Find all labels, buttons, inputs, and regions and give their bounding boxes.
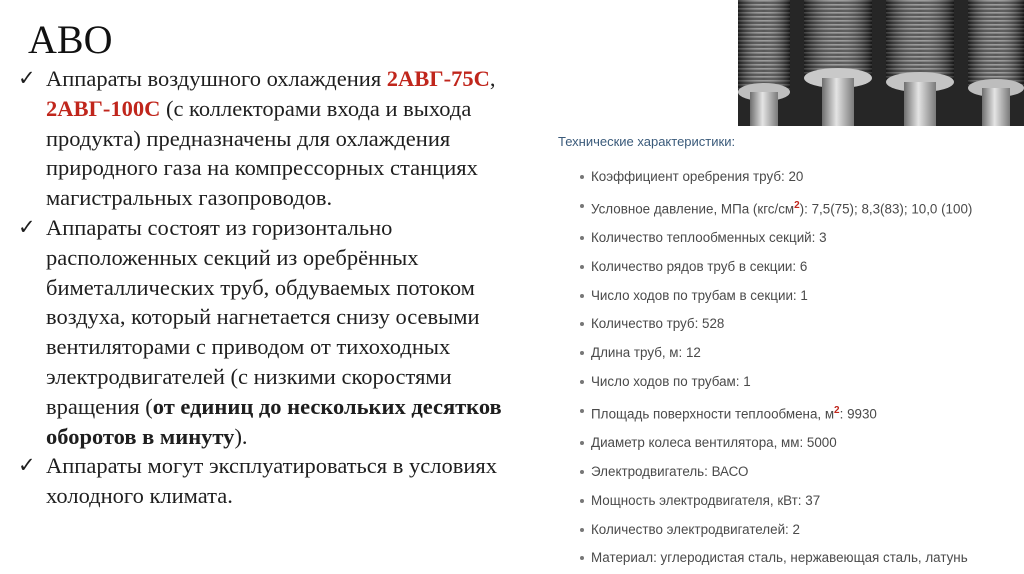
bullet-dot-icon — [580, 322, 584, 326]
spec-item: Количество рядов труб в секции: 6 — [556, 253, 1016, 282]
page-title: АВО — [28, 17, 113, 62]
spec-item: Материал: углеродистая сталь, нержавеющая сталь, латунь — [556, 544, 1016, 573]
technical-specs — [556, 134, 1016, 573]
bullet-text: Аппараты воздушного охлаждения 2АВГ-75С, 2АВГ-100С (с коллекторами входа и выхода продукта) предназначены для охлаждения природного газа на компрессорных станциях магистральных газопроводов. — [46, 66, 496, 211]
spec-item: Число ходов по трубам в секции: 1 — [556, 282, 1016, 311]
spec-item: Электродвигатель: ВАСО — [556, 458, 1016, 487]
bullet-dot-icon — [580, 265, 584, 269]
bullet-text: Аппараты могут эксплуатироваться в условиях холодного климата. — [46, 453, 497, 509]
bullet-dot-icon — [580, 236, 584, 240]
spec-item: Условное давление, МПа $(кгс/см^2)$: 7,5(75); 8,3(83); 10,0 (100) — [556, 192, 1016, 224]
specs-title: Технические характеристики: — [558, 134, 736, 149]
bullet-dot-icon — [580, 441, 584, 445]
spec-item: Длина труб, м: 12 — [556, 339, 1016, 368]
spec-item: Число ходов по трубам: 1 — [556, 368, 1016, 397]
check-mark-icon: ✓ — [18, 66, 36, 90]
bullet-dot-icon — [580, 294, 584, 298]
spec-item: Коэффициент оребрения труб: 20 — [556, 163, 1016, 192]
bullet-dot-icon — [580, 499, 584, 503]
bullet-dot-icon — [580, 470, 584, 474]
spec-item: Количество теплообменных секций: 3 — [556, 224, 1016, 253]
bullet-dot-icon — [580, 409, 584, 413]
finned-tubes-photo — [738, 0, 1024, 126]
spec-list — [556, 163, 1016, 573]
bullet-item — [18, 451, 548, 511]
bullet-dot-icon — [580, 204, 584, 208]
bullet-text: Аппараты состоят из горизонтально расположенных секций из оребрённых биметаллических труб, обдуваемых потоком воздуха, который нагнетается снизу осевыми вентиляторами с приводом от тихоходных электродвигателей (с низкими скоростями вращения (от единиц до нескольких десятков оборотов в минуту). — [46, 214, 502, 449]
check-mark-icon: ✓ — [18, 453, 36, 478]
check-mark-icon: ✓ — [18, 214, 36, 239]
bullet-dot-icon — [580, 528, 584, 532]
bullet-item — [18, 213, 548, 451]
spec-item: Мощность электродвигателя, кВт: 37 — [556, 487, 1016, 516]
bullet-dot-icon — [580, 556, 584, 560]
bullet-dot-icon — [580, 175, 584, 179]
spec-item: Количество труб: 528 — [556, 310, 1016, 339]
bullet-dot-icon — [580, 351, 584, 355]
bullet-dot-icon — [580, 380, 584, 384]
bullet-item — [18, 64, 548, 213]
spec-item: Диаметр колеса вентилятора, мм: 5000 — [556, 429, 1016, 458]
finned-tubes-illustration — [738, 0, 1024, 126]
spec-item: Количество электродвигателей: 2 — [556, 516, 1016, 545]
bullet-list — [18, 64, 548, 511]
spec-item: Площадь поверхности теплообмена, $м^2$: 9930 — [556, 397, 1016, 429]
